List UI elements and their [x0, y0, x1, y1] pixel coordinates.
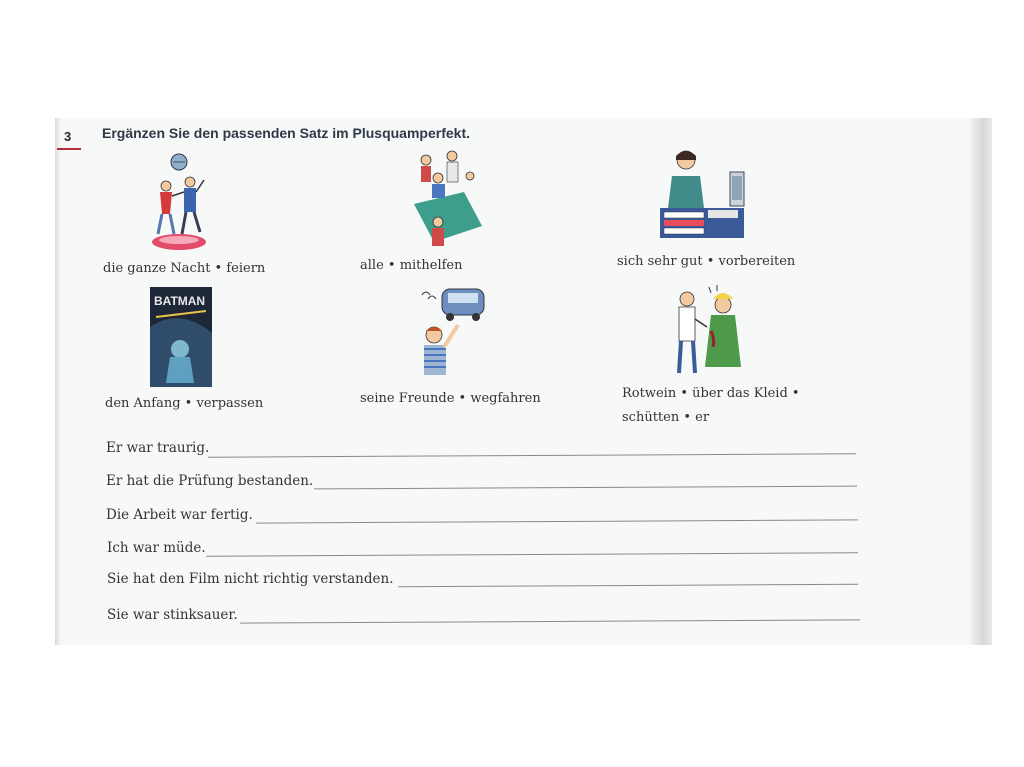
exercise-number-underline — [57, 148, 81, 150]
prompt-1: die ganze Nacht • feiern — [103, 261, 266, 276]
exercise-instruction: Ergänzen Sie den passenden Satz im Plusquamperfekt. — [102, 125, 470, 141]
prompt-3: sich sehr gut • vorbereiten — [617, 254, 796, 269]
sentence-1: Er war traurig. — [106, 440, 210, 456]
sentence-6: Sie war stinksauer. — [107, 607, 238, 623]
sentence-4: Ich war müde. — [107, 540, 206, 556]
exercise-number: 3 — [64, 129, 72, 144]
boy-waving-car-illustration — [418, 283, 486, 383]
wine-spill-illustration — [665, 283, 747, 377]
prompt-6-line-2: schütten • er — [622, 410, 710, 425]
page-edge-right — [970, 118, 992, 645]
prompt-5: seine Freunde • wegfahren — [360, 391, 541, 406]
movie-poster-illustration — [150, 287, 212, 387]
woman-at-desk-illustration — [660, 146, 746, 244]
dancing-couple-illustration — [146, 152, 212, 254]
sentence-2: Er hat die Prüfung bestanden. — [106, 473, 314, 489]
prompt-2: alle • mithelfen — [360, 258, 463, 273]
sentence-5: Sie hat den Film nicht richtig verstanden. — [107, 571, 394, 587]
poster-title: BATMAN — [154, 294, 206, 308]
page-edge-left — [55, 118, 61, 645]
group-working-illustration — [412, 148, 484, 252]
sentence-3: Die Arbeit war fertig. — [106, 507, 253, 523]
prompt-6-line-1: Rotwein • über das Kleid • — [622, 386, 800, 401]
prompt-4: den Anfang • verpassen — [105, 396, 264, 411]
